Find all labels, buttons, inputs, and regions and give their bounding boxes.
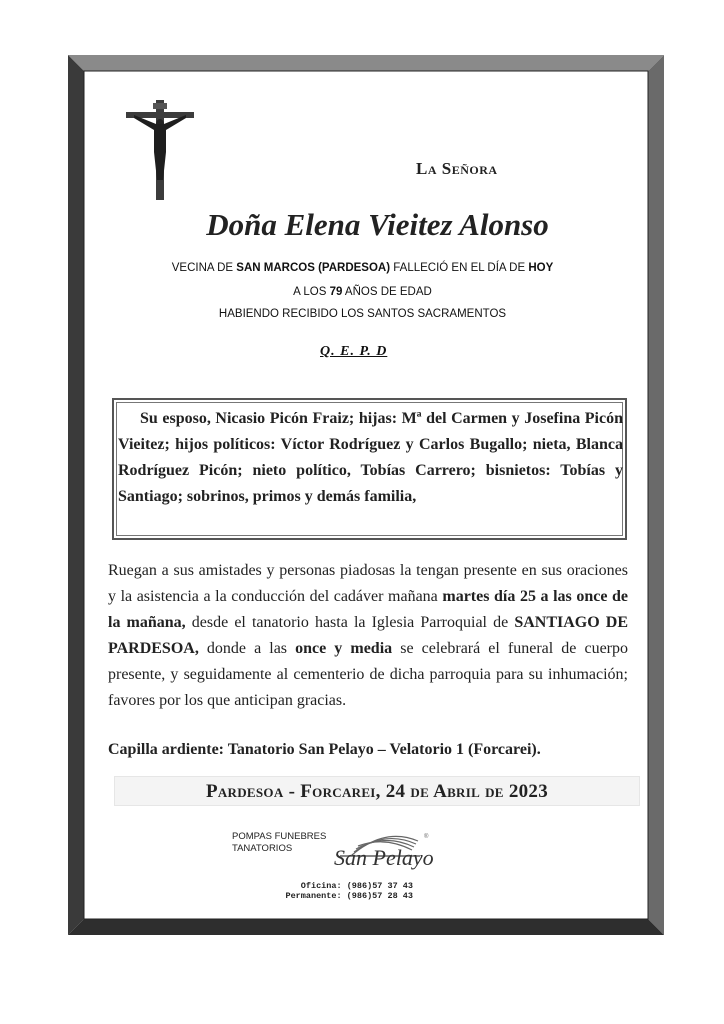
heading-la-senora: La Señora [416,159,498,178]
family-box [112,398,627,540]
funeral-line-2: TANATORIOS [232,843,293,854]
qepd-mark: Q. E. P. D [320,344,388,359]
date-line: Pardesoa - Forcarei, 24 de Abril de 2023 [205,781,549,802]
date-bar [114,776,640,806]
capilla-ardiente: Capilla ardiente: Tanatorio San Pelayo – Velatorio 1 (Forcarei). [108,741,541,758]
body-paragraph: Ruegan a sus amistades y personas piadosas la tengan presente en sus oraciones y la asistencia a la conducción del cadáver mañana martes día 25 a las once de la mañana, desde el tanatorio hasta la Iglesia Parroquial de SANTIAGO DE PARDESOA, donde a las once y media se celebrará el funeral de cuerpo presente, y seguidamente al cementerio de dicha parroquia para su inhumación; favores por los que anticipan gracias. [108,562,629,709]
phone-numbers [285,881,413,901]
funeral-home-label [232,831,326,855]
info-line-residence: VECINA DE SAN MARCOS (PARDESOA) FALLECIÓ EN EL DÍA DE HOY [171,262,554,274]
funeral-line-1: POMPAS FUNEBRES [232,831,327,842]
phone-permanente: Permanente: (986)57 28 43 [285,891,413,901]
svg-text:®: ® [424,834,429,840]
family-text: Su esposo, Nicasio Picón Fraiz; hijas: Mª del Carmen y Josefina Picón Vieitez; hijos políticos: Víctor Rodríguez y Carlos Bugallo; nieta, Blanca Rodríguez Picón; nieto político, Tobías Carrero; bisnietos: Tobías y Santiago; sobrinos, primos y demás familia, [118,410,623,505]
crucifix-icon [126,100,194,200]
deceased-name: Doña Elena Vieitez Alonso [206,207,549,242]
logo-name: San Pelayo [334,845,434,870]
info-line-age: A LOS 79 AÑOS DE EDAD [293,286,432,298]
phone-oficina: Oficina: (986)57 37 43 [300,881,413,891]
info-line-sacraments: HABIENDO RECIBIDO LOS SANTOS SACRAMENTOS [218,308,507,320]
